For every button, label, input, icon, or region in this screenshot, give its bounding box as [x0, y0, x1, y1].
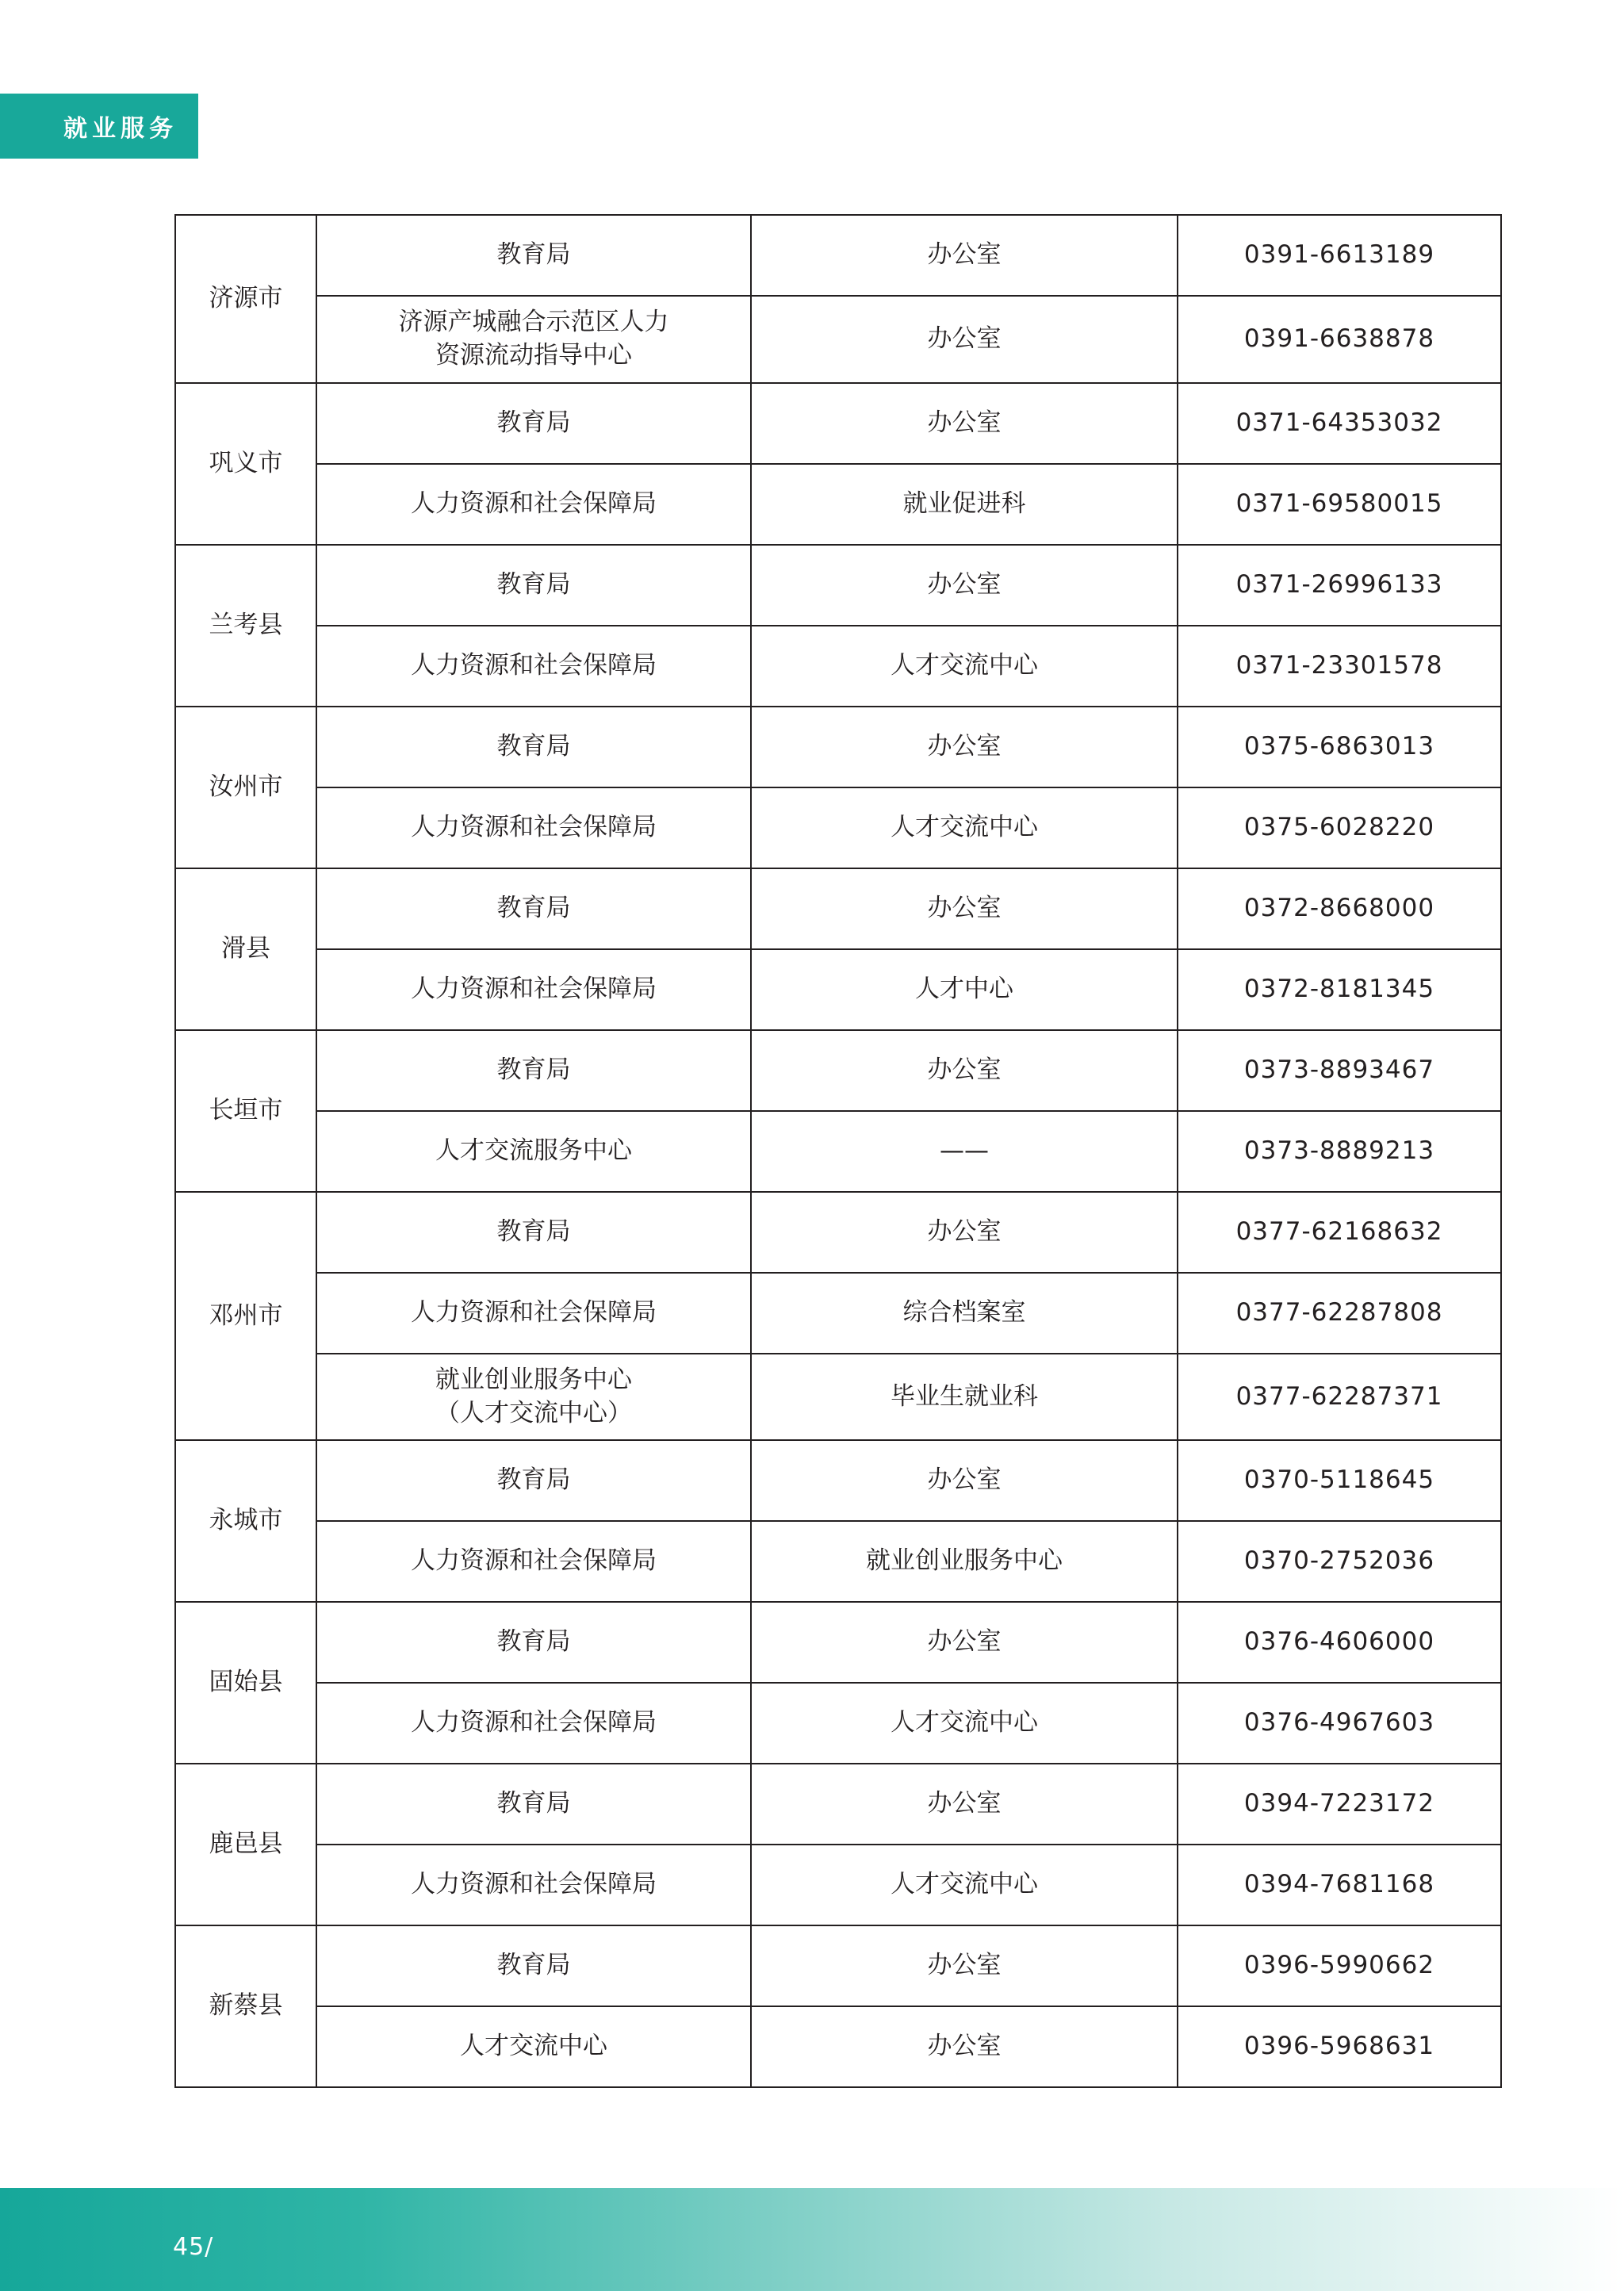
cell-organization: 教育局 — [316, 707, 751, 787]
contacts-table-body — [175, 215, 1501, 2087]
cell-phone: 0377-62287371 — [1178, 1354, 1501, 1441]
cell-department: 人才交流中心 — [751, 787, 1178, 868]
cell-department: 办公室 — [751, 383, 1178, 464]
cell-organization: 人才交流中心 — [316, 2006, 751, 2087]
cell-organization: 就业创业服务中心 （人才交流中心） — [316, 1354, 751, 1441]
cell-organization: 教育局 — [316, 1192, 751, 1273]
cell-department: 办公室 — [751, 296, 1178, 383]
cell-department: —— — [751, 1111, 1178, 1192]
table-row — [175, 1764, 1501, 1845]
cell-phone: 0371-64353032 — [1178, 383, 1501, 464]
table-row — [175, 383, 1501, 464]
cell-organization: 教育局 — [316, 1030, 751, 1111]
cell-region: 长垣市 — [175, 1030, 316, 1192]
table-row — [175, 215, 1501, 296]
table-row — [175, 1683, 1501, 1764]
cell-organization: 教育局 — [316, 868, 751, 949]
page-number: 45/ — [173, 2233, 214, 2261]
cell-organization: 济源产城融合示范区人力 资源流动指导中心 — [316, 296, 751, 383]
cell-department: 办公室 — [751, 545, 1178, 626]
table-row — [175, 1192, 1501, 1273]
cell-phone: 0391-6613189 — [1178, 215, 1501, 296]
contacts-table-container — [174, 214, 1443, 2088]
table-row — [175, 464, 1501, 545]
cell-department: 综合档案室 — [751, 1273, 1178, 1354]
table-row — [175, 707, 1501, 787]
cell-department: 办公室 — [751, 215, 1178, 296]
cell-department: 办公室 — [751, 1192, 1178, 1273]
cell-organization: 教育局 — [316, 1925, 751, 2006]
cell-region: 汝州市 — [175, 707, 316, 868]
table-row — [175, 1440, 1501, 1521]
cell-phone: 0391-6638878 — [1178, 296, 1501, 383]
table-row — [175, 1521, 1501, 1602]
table-row — [175, 1273, 1501, 1354]
cell-department: 人才中心 — [751, 949, 1178, 1030]
page-header — [0, 94, 317, 159]
cell-department: 就业创业服务中心 — [751, 1521, 1178, 1602]
cell-department: 人才交流中心 — [751, 1845, 1178, 1925]
cell-phone: 0394-7681168 — [1178, 1845, 1501, 1925]
cell-department: 人才交流中心 — [751, 1683, 1178, 1764]
cell-organization: 人力资源和社会保障局 — [316, 1683, 751, 1764]
table-row — [175, 1030, 1501, 1111]
cell-phone: 0396-5968631 — [1178, 2006, 1501, 2087]
cell-phone: 0370-2752036 — [1178, 1521, 1501, 1602]
cell-phone: 0377-62168632 — [1178, 1192, 1501, 1273]
cell-phone: 0375-6863013 — [1178, 707, 1501, 787]
footer-gradient-band — [0, 2188, 1624, 2291]
table-row — [175, 1925, 1501, 2006]
table-row — [175, 787, 1501, 868]
cell-organization: 人力资源和社会保障局 — [316, 464, 751, 545]
cell-organization: 人才交流服务中心 — [316, 1111, 751, 1192]
cell-phone: 0372-8668000 — [1178, 868, 1501, 949]
cell-region: 固始县 — [175, 1602, 316, 1764]
table-row — [175, 2006, 1501, 2087]
cell-region: 鹿邑县 — [175, 1764, 316, 1925]
cell-department: 办公室 — [751, 1030, 1178, 1111]
cell-department: 办公室 — [751, 1440, 1178, 1521]
cell-department: 毕业生就业科 — [751, 1354, 1178, 1441]
cell-organization: 人力资源和社会保障局 — [316, 949, 751, 1030]
contacts-table — [174, 214, 1502, 2088]
cell-phone: 0396-5990662 — [1178, 1925, 1501, 2006]
cell-organization: 人力资源和社会保障局 — [316, 787, 751, 868]
cell-department: 就业促进科 — [751, 464, 1178, 545]
cell-organization: 教育局 — [316, 1764, 751, 1845]
cell-phone: 0376-4606000 — [1178, 1602, 1501, 1683]
cell-department: 办公室 — [751, 1925, 1178, 2006]
header-section-title: 就业服务 — [49, 94, 198, 159]
cell-region: 永城市 — [175, 1440, 316, 1602]
cell-phone: 0375-6028220 — [1178, 787, 1501, 868]
cell-phone: 0371-69580015 — [1178, 464, 1501, 545]
header-accent-block — [0, 94, 49, 159]
cell-organization: 教育局 — [316, 545, 751, 626]
table-row — [175, 545, 1501, 626]
table-row — [175, 1111, 1501, 1192]
cell-phone: 0373-8889213 — [1178, 1111, 1501, 1192]
cell-department: 办公室 — [751, 1764, 1178, 1845]
cell-phone: 0394-7223172 — [1178, 1764, 1501, 1845]
cell-region: 新蔡县 — [175, 1925, 316, 2087]
cell-organization: 教育局 — [316, 215, 751, 296]
table-row — [175, 1845, 1501, 1925]
table-row — [175, 949, 1501, 1030]
table-row — [175, 1602, 1501, 1683]
table-row — [175, 1354, 1501, 1441]
table-row — [175, 296, 1501, 383]
table-row — [175, 626, 1501, 707]
cell-organization: 人力资源和社会保障局 — [316, 1273, 751, 1354]
cell-organization: 教育局 — [316, 383, 751, 464]
cell-region: 兰考县 — [175, 545, 316, 707]
cell-organization: 教育局 — [316, 1440, 751, 1521]
cell-organization: 教育局 — [316, 1602, 751, 1683]
cell-phone: 0371-23301578 — [1178, 626, 1501, 707]
cell-phone: 0373-8893467 — [1178, 1030, 1501, 1111]
cell-organization: 人力资源和社会保障局 — [316, 1521, 751, 1602]
cell-department: 办公室 — [751, 1602, 1178, 1683]
cell-region: 巩义市 — [175, 383, 316, 545]
cell-phone: 0372-8181345 — [1178, 949, 1501, 1030]
cell-organization: 人力资源和社会保障局 — [316, 1845, 751, 1925]
cell-phone: 0377-62287808 — [1178, 1273, 1501, 1354]
cell-department: 办公室 — [751, 707, 1178, 787]
cell-department: 办公室 — [751, 2006, 1178, 2087]
cell-phone: 0371-26996133 — [1178, 545, 1501, 626]
cell-department: 人才交流中心 — [751, 626, 1178, 707]
cell-region: 邓州市 — [175, 1192, 316, 1441]
cell-department: 办公室 — [751, 868, 1178, 949]
cell-region: 济源市 — [175, 215, 316, 383]
cell-organization: 人力资源和社会保障局 — [316, 626, 751, 707]
cell-phone: 0370-5118645 — [1178, 1440, 1501, 1521]
page-footer — [0, 2188, 1624, 2291]
cell-phone: 0376-4967603 — [1178, 1683, 1501, 1764]
cell-region: 滑县 — [175, 868, 316, 1030]
table-row — [175, 868, 1501, 949]
